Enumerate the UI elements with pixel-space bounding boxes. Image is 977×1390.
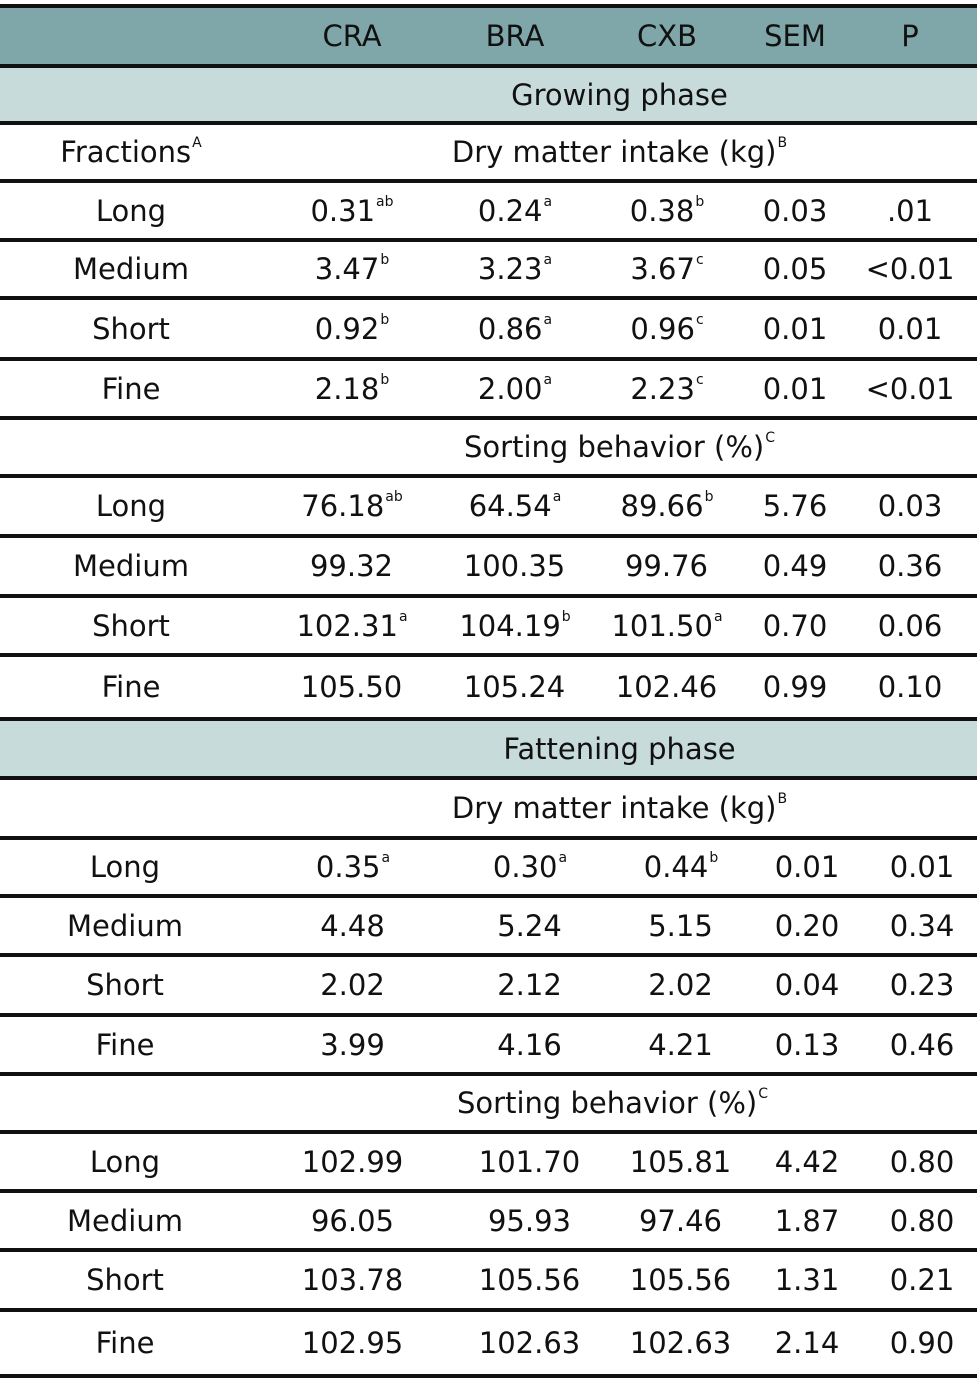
cell-cxb: 3.67 $^c$ xyxy=(630,252,704,286)
cell-cxb: 102.63 xyxy=(629,1326,732,1360)
cell-bra: 104.19 $^b$ xyxy=(459,608,571,643)
phase-row xyxy=(0,68,977,121)
cell-cxb: 4.21 xyxy=(648,1027,713,1062)
row-label: Medium xyxy=(73,252,189,286)
block-title: Sorting behavior (%) $^C$ xyxy=(464,430,775,464)
cell-cra: 0.35 $^a$ xyxy=(315,850,391,884)
table-row xyxy=(0,538,977,594)
table-row xyxy=(0,1193,977,1248)
cell-bra: 102.63 xyxy=(478,1326,581,1360)
cell-bra: 2.00 $^a$ xyxy=(477,371,553,406)
row-label: Medium xyxy=(67,1203,183,1238)
cell-cra: 3.99 xyxy=(320,1027,385,1062)
cell-sem: 0.03 xyxy=(762,193,828,228)
cell-cra: 3.47 $^b$ xyxy=(314,252,390,286)
table-row xyxy=(0,898,977,953)
cell-sem: 0.01 xyxy=(762,311,828,346)
phase-title: Fattening phase xyxy=(503,731,736,766)
cell-bra: 95.93 xyxy=(487,1203,572,1238)
subheader-row xyxy=(0,420,977,474)
cell-sem: 0.01 xyxy=(762,371,828,406)
cell-sem: 5.76 xyxy=(762,489,828,523)
cell-bra: 100.35 xyxy=(463,549,566,583)
cell-sem: 0.05 xyxy=(762,252,828,286)
table-row xyxy=(0,1017,977,1072)
row-label: Long xyxy=(89,1144,161,1179)
cell-cra: 105.50 xyxy=(300,670,403,704)
table-row xyxy=(0,242,977,296)
cell-sem: 1.87 xyxy=(774,1203,840,1238)
row-label: Short xyxy=(86,968,164,1002)
cell-bra: 4.16 xyxy=(497,1027,562,1062)
col-header-bra: BRA xyxy=(485,19,545,53)
table-row xyxy=(0,1134,977,1189)
row-label: Medium xyxy=(73,549,189,583)
phase-row xyxy=(0,721,977,776)
cell-p: 0.10 xyxy=(877,670,943,704)
table-row xyxy=(0,300,977,357)
table-row xyxy=(0,183,977,238)
table-row xyxy=(0,657,977,717)
cell-sem: 0.01 xyxy=(774,850,840,884)
table-row xyxy=(0,361,977,416)
row-label: Short xyxy=(92,311,170,346)
subheader-row xyxy=(0,1076,977,1130)
cell-sem: 0.70 xyxy=(762,608,828,643)
cell-p: 0.21 xyxy=(889,1263,955,1297)
cell-p: 0.36 xyxy=(877,549,943,583)
block-title: Dry matter intake (kg) $^B$ xyxy=(451,791,788,825)
cell-sem: 0.20 xyxy=(774,908,840,943)
cell-p: 0.03 xyxy=(877,489,943,523)
cell-p: 0.80 xyxy=(889,1203,955,1238)
cell-sem: 0.49 xyxy=(762,549,828,583)
row-label: Long xyxy=(95,193,167,228)
block-title: Sorting behavior (%) $^C$ xyxy=(457,1086,768,1120)
cell-p: 0.90 xyxy=(889,1326,955,1360)
cell-bra: 0.86 $^a$ xyxy=(477,311,553,346)
cell-bra: 105.56 xyxy=(478,1263,581,1297)
row-label: Fine xyxy=(95,1326,155,1360)
row-label: Long xyxy=(95,489,167,523)
table-row xyxy=(0,840,977,894)
col-header-cra: CRA xyxy=(322,19,382,53)
cell-cxb: 0.38 $^b$ xyxy=(629,193,705,228)
phase-title: Growing phase xyxy=(511,77,728,112)
table-row xyxy=(0,1312,977,1374)
cell-cxb: 0.44 $^b$ xyxy=(643,850,719,884)
cell-cra: 103.78 xyxy=(301,1263,404,1297)
cell-sem: 0.99 xyxy=(762,670,828,704)
cell-cra: 2.18 $^b$ xyxy=(314,371,390,406)
cell-cra: 102.31 $^a$ xyxy=(296,608,408,643)
cell-bra: 3.23 $^a$ xyxy=(477,252,553,286)
row-label: Fine xyxy=(101,371,161,406)
row-label: Medium xyxy=(67,908,183,943)
cell-bra: 5.24 xyxy=(497,908,562,943)
col-header-p: P xyxy=(901,19,919,53)
cell-cra: 0.92 $^b$ xyxy=(314,311,390,346)
col-header-sem: SEM xyxy=(764,19,826,53)
cell-p: 0.01 xyxy=(877,311,943,346)
cell-p: 0.34 xyxy=(889,908,955,943)
table-row xyxy=(0,598,977,653)
cell-cra: 96.05 xyxy=(310,1203,395,1238)
cell-cxb: 99.76 xyxy=(624,549,709,583)
cell-sem: 4.42 xyxy=(774,1144,840,1179)
row-label: Long xyxy=(89,850,161,884)
row-label: Short xyxy=(92,608,170,643)
cell-p: <0.01 xyxy=(865,371,955,406)
row-label: Short xyxy=(86,1263,164,1297)
fractions-label: Fractions $^A$ xyxy=(60,135,202,169)
cell-cxb: 5.15 xyxy=(648,908,713,943)
cell-bra: 105.24 xyxy=(463,670,566,704)
cell-p: 0.01 xyxy=(889,850,955,884)
cell-bra: 0.24 $^a$ xyxy=(477,193,553,228)
cell-cra: 4.48 xyxy=(320,908,385,943)
col-header-cxb: CXB xyxy=(636,19,697,53)
table-row xyxy=(0,1252,977,1308)
table-row xyxy=(0,478,977,534)
cell-cxb: 101.50 $^a$ xyxy=(611,608,723,643)
cell-p: .01 xyxy=(886,193,934,228)
subheader-row xyxy=(0,125,977,179)
cell-cra: 102.99 xyxy=(301,1144,404,1179)
cell-sem: 2.14 xyxy=(774,1326,840,1360)
cell-cra: 0.31 $^{ab}$ xyxy=(310,193,394,228)
row-label: Fine xyxy=(95,1027,155,1062)
cell-p: 0.23 xyxy=(889,968,955,1002)
row-label: Fine xyxy=(101,670,161,704)
cell-cxb: 102.46 xyxy=(615,670,718,704)
cell-bra: 0.30 $^a$ xyxy=(492,850,568,884)
cell-cxb: 97.46 xyxy=(638,1203,723,1238)
cell-cra: 2.02 xyxy=(320,968,385,1002)
table-rule xyxy=(0,1374,977,1378)
cell-bra: 64.54 $^a$ xyxy=(468,489,562,523)
cell-p: 0.46 xyxy=(889,1027,955,1062)
cell-sem: 0.04 xyxy=(774,968,840,1002)
cell-cxb: 105.56 xyxy=(629,1263,732,1297)
cell-cxb: 89.66 $^b$ xyxy=(620,489,714,523)
cell-cxb: 0.96 $^c$ xyxy=(630,311,704,346)
cell-p: 0.06 xyxy=(877,608,943,643)
cell-cxb: 105.81 xyxy=(629,1144,732,1179)
cell-cra: 76.18 $^{ab}$ xyxy=(301,489,403,523)
cell-cra: 102.95 xyxy=(301,1326,404,1360)
cell-p: 0.80 xyxy=(889,1144,955,1179)
block-title: Dry matter intake (kg) $^B$ xyxy=(451,135,788,169)
cell-bra: 101.70 xyxy=(478,1144,581,1179)
cell-bra: 2.12 xyxy=(497,968,562,1002)
cell-p: <0.01 xyxy=(865,252,955,286)
header-row xyxy=(0,8,977,64)
subheader-row xyxy=(0,780,977,836)
cell-sem: 1.31 xyxy=(774,1263,840,1297)
cell-cra: 99.32 xyxy=(309,549,394,583)
cell-cxb: 2.23 $^c$ xyxy=(630,371,704,406)
table-row xyxy=(0,957,977,1013)
cell-sem: 0.13 xyxy=(774,1027,840,1062)
cell-cxb: 2.02 xyxy=(648,968,713,1002)
